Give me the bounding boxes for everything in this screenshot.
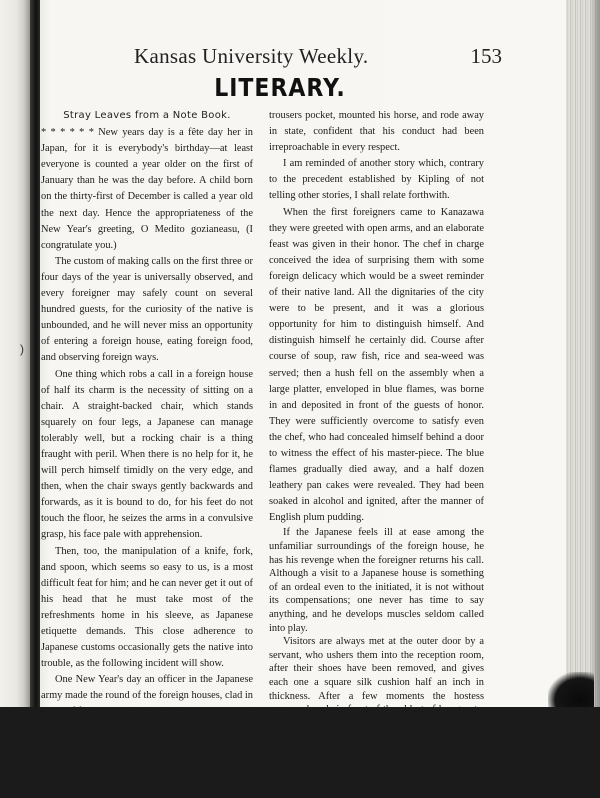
paragraph: Visitors are always met at the outer door by a servant, who ushers them into the reception room, after their shoes have been removed, and gives each one a square silk cushion half an inch in thickness. After a few moments the hostess appears, kneels in front of the oldest of her guests, places her hands together, palms downward, on the matting, and rests her forehead on the backs of her hands. The guest is supposed to do like-wise and after a proper interval has elapsed both resume an upright posture, and the hostess passes on to the guest next in age and importance. Now it is	[269, 636, 484, 797]
left-column	[41, 108, 253, 785]
margin-mark: )	[20, 342, 24, 356]
right-column	[269, 108, 484, 798]
book-gutter	[30, 0, 40, 707]
paragraph: If the Japanese feels ill at ease among the unfamiliar surroundings of the foreign house, he has his revenge when the foreigner returns his call. Although a visit to a Japanese house is something of an ordeal even to the initiated, it is not without its compensations; one never has time to say anything, and he develops muscles seldom called into play.	[269, 527, 484, 634]
paragraph: Then, too, the manipulation of a knife, fork, and spoon, which seems so easy to us, is a most difficult feat for him; and he can never get it out of his head that he must take most of the refreshments home in his sleeve, as Japanese etiquette demands. This close adherence to Japanese customs occasionally gets the native into trouble, as the following incident will show.	[41, 545, 253, 670]
running-head: Kansas University Weekly.	[134, 44, 369, 68]
paragraph: When the first foreigners came to Kanazawa they were greeted with open arms, and an elaborate feast was given in their honor. The chef in charge conceived the idea of surprising them with some foreign delicacy which would be a sweet reminder of their native land. All the dignitaries of the city were to be present, and it was a glorious opportunity for him to distinguish himself. And distinguish himself he certainly did. Course after course of soup, raw fish, rice and sea-weed was served; then a hush fell on the assembly when a large platter, enveloped in blue flames, was borne in and deposited in front of the guests of honor. They were sufficiently overcome to satisfy even the chef, who had concealed himself behind a door to witness the effect of his master-piece. The blue flames gradually died away, and a half dozen leathery pan cakes were revealed. They had been soaked in alcohol and ignited, after the manner of English plum pudding.	[269, 206, 484, 524]
article-title: Stray Leaves from a Note Book.	[63, 110, 231, 121]
paragraph: One thing which robs a call in a foreign house of half its charm is the necessity of sitting on a chair. A straight-backed chair, which stands squarely on four legs, a Japanese can manage tolerably well, but a rocking chair is a thing fraught with peril. When there is no help for it, he will perch himself timidly on the very edge, and then, when the chair sways gently backwards and forwards, as it is bound to do, for his feet do not touch the floor, he seizes the arms in a convulsive grasp, his face pale with apprehension.	[41, 368, 253, 541]
section-title: LITERARY.	[214, 74, 346, 103]
paragraph: I am reminded of another story which, contrary to the precedent established by Kipling of not telling other stories, I shall relate forthwith.	[269, 158, 484, 202]
page-corner-shadow	[548, 672, 594, 707]
paragraph: The custom of making calls on the first three or four days of the year is universally observed, and every foreigner may safely count on several hundred guests, for the curiosity of the native is unbounded, and he will never miss an opportunity of entering a foreign house, eating foreign food, and observing foreign ways.	[41, 255, 253, 364]
page-stack-shadow	[590, 0, 600, 707]
paragraph: trousers pocket, mounted his horse, and rode away in state, confident that his conduct had been irreproachable in every respect.	[269, 110, 484, 154]
paragraph: * * * * * * New years day is a fête day her in Japan, for it is everybody's birthday—at least everyone is counted a year older on the first of January than he was the day before. A child born on the thirty-first of December is called a year old the next day. Hence the appropriateness of the New Year's greeting, O Medito gozianeasu, (I congratulate you.)	[41, 127, 253, 251]
paragraph: One New Year's day an officer in the Japanese army made the round of the foreign houses, clad in a suit of foreign clothes resplendent with gold lace and brass buttons. At one place a piece of custard pie was offered him. He accepted it with many thanks, and, after a moment's hesitation, inserted it carefully in his	[41, 674, 253, 782]
page-number: 153	[470, 44, 502, 68]
